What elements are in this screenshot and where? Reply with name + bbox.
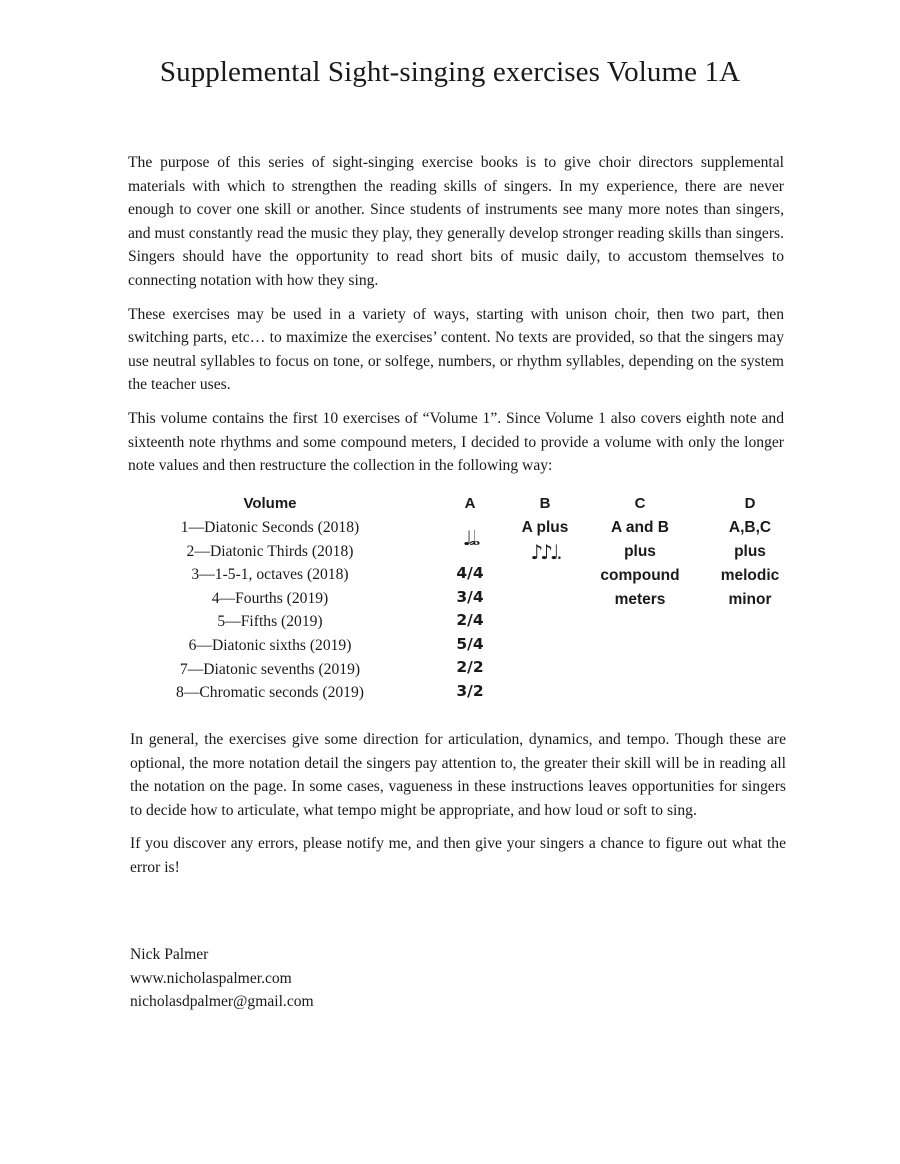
b-line-1: A plus [521, 519, 569, 536]
outro-paragraph-2: If you discover any errors, please notify me, and then give your singers a chance to figure out what the error is! [130, 835, 786, 876]
outro-section [130, 728, 786, 890]
column-a [440, 492, 500, 704]
volume-column [170, 492, 370, 705]
author-website: www.nicholaspalmer.com [130, 969, 292, 987]
volume-item-3: 3—1-5-1, octaves (2018) [191, 566, 349, 584]
column-d [705, 492, 795, 612]
d-line-2: plus [734, 543, 766, 560]
meter-2-2: 2/2 [456, 658, 484, 677]
page-title: Supplemental Sight-singing exercises Volume 1A [159, 56, 741, 88]
volume-item-5: 5—Fifths (2019) [217, 613, 323, 631]
column-c [590, 492, 690, 612]
volume-item-2: 2—Diatonic Thirds (2018) [186, 542, 354, 560]
header-a: A [464, 495, 476, 512]
meter-5-4: 5/4 [456, 634, 484, 653]
eighth-eighth-dotted-quarter-note-icon: ♪♪♩. [530, 540, 560, 564]
d-line-3: melodic [720, 567, 780, 584]
meter-3-2: 3/2 [456, 681, 484, 700]
quarter-half-whole-note-icon: ♩𝅗𝅥𝅝 [462, 526, 478, 550]
intro-paragraph-3: This volume contains the first 10 exercises of “Volume 1”. Since Volume 1 also covers eighth note and sixteenth note rhythms and some compound meters, I decided to provide a volume with only the longer note values and then restructure the collection in the following way: [128, 409, 784, 475]
volume-item-1: 1—Diatonic Seconds (2018) [180, 519, 360, 536]
header-c: C [634, 495, 646, 512]
intro-section [128, 151, 784, 488]
volume-item-7: 7—Diatonic sevenths (2019) [179, 660, 361, 678]
volume-item-8: 8—Chromatic seconds (2019) [176, 684, 364, 702]
c-line-3: compound [600, 567, 680, 584]
author-name: Nick Palmer [130, 946, 209, 963]
c-line-4: meters [614, 591, 666, 608]
d-line-1: A,B,C [728, 519, 772, 536]
intro-paragraph-1: The purpose of this series of sight-singing exercise books is to give choir directors supplemental materials with which to strengthen the reading skills of singers. In my experience, there are never enough to cover one skill or another. Since students of instruments see many more notes than singers, and must constantly read the music they play, they generally develop stronger reading skills than singers. Singers should have the opportunity to read short bits of music daily, to accustom themselves to connecting notation with how they sing. [128, 154, 784, 289]
meter-3-4: 3/4 [456, 587, 484, 606]
d-line-4: minor [728, 591, 772, 608]
c-line-1: A and B [611, 519, 669, 536]
column-b [505, 492, 585, 564]
volume-item-4: 4—Fourths (2019) [211, 589, 329, 607]
meter-4-4: 4/4 [456, 564, 484, 582]
volume-structure-table [0, 492, 900, 712]
c-line-2: plus [624, 543, 656, 560]
meter-2-4: 2/4 [456, 611, 484, 630]
header-volume: Volume [243, 495, 297, 512]
outro-paragraph-1: In general, the exercises give some direction for articulation, dynamics, and tempo. Though these are optional, the more notation detail the singers pay attention to, the greater their skill will be in reading all the notation on the page. In some cases, vagueness in these instructions leaves opportunities for singers to decide how to articulate, what tempo might be appropriate, and how loud or soft to sing. [130, 731, 786, 819]
signature-block [130, 943, 314, 1014]
volume-item-6: 6—Diatonic sixths (2019) [188, 636, 352, 654]
header-b: B [539, 495, 551, 512]
header-d: D [744, 495, 756, 512]
intro-paragraph-2: These exercises may be used in a variety of ways, starting with unison choir, then two part, then switching parts, etc… to maximize the exercises’ content. No texts are provided, so that the singers may use neutral syllables to focus on tone, or solfege, numbers, or rhythm syllables, depending on the system the teacher uses. [128, 305, 784, 394]
author-email: nicholasdpalmer@gmail.com [130, 993, 314, 1011]
